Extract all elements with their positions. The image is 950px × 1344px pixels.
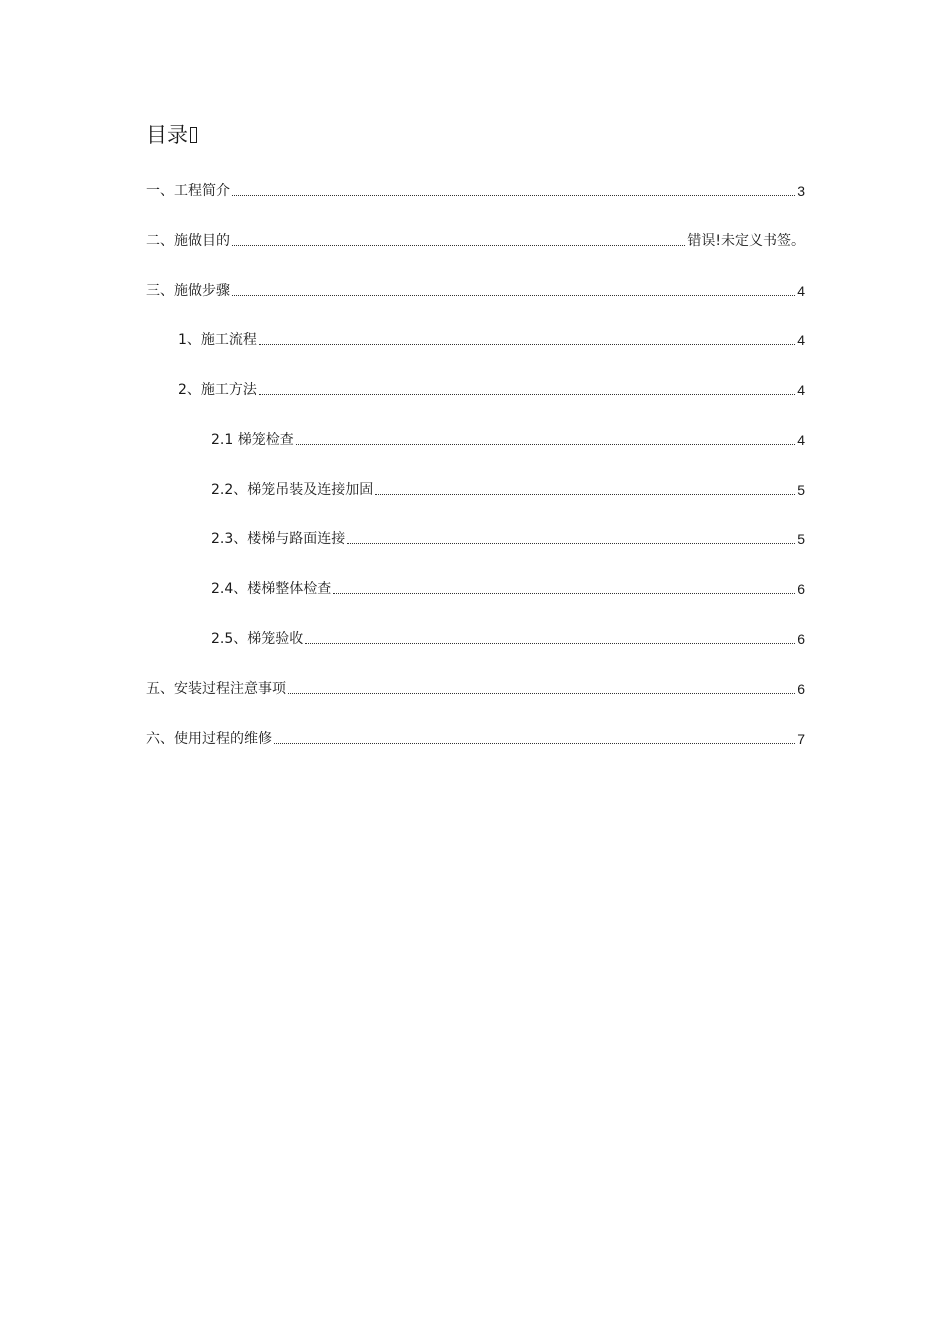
toc-entry-stair-road-connection[interactable] [211,529,805,549]
toc-entry-label: 二、施做目的 [146,233,230,249]
dot-leader [274,743,795,744]
toc-entry-page: 4 [797,432,805,448]
dot-leader [259,344,795,345]
toc-entry-stair-overall-check[interactable] [211,579,805,599]
toc-entry-purpose[interactable] [146,231,805,251]
dot-leader [288,693,795,694]
toc-entry-label: 三、施做步骤 [146,283,230,299]
toc-entry-label: 2、施工方法 [178,382,257,398]
toc-entry-label: 六、使用过程的维修 [146,731,272,747]
toc-entry-label: 1、施工流程 [178,332,257,348]
toc-entry-label: 2.3、楼梯与路面连接 [211,531,346,547]
toc-entry-cage-inspection[interactable] [211,430,805,450]
toc-entry-maintenance[interactable] [146,729,805,749]
toc-entry-label: 2.1 梯笼检查 [211,432,294,448]
dot-leader [375,494,795,495]
toc-entry-installation-notes[interactable] [146,679,805,699]
toc-entry-page: 6 [797,681,805,697]
dot-leader [232,295,795,296]
toc-entry-page: 5 [797,531,805,547]
placeholder-glyph-icon [190,127,197,143]
toc-entry-page: 7 [797,731,805,747]
dot-leader [232,245,685,246]
toc-entry-page: 4 [797,382,805,398]
toc-entry-page: 3 [797,183,805,199]
toc-entry-cage-hoisting[interactable] [211,480,805,500]
toc-entry-page: 4 [797,283,805,299]
toc-entry-project-intro[interactable] [146,181,805,201]
dot-leader [347,543,795,544]
dot-leader [333,593,795,594]
dot-leader [296,444,795,445]
toc-entry-construction-method[interactable] [178,380,805,400]
toc-entry-steps[interactable] [146,281,805,301]
dot-leader [259,394,795,395]
toc-entry-label: 2.4、楼梯整体检查 [211,581,332,597]
toc-title [146,120,197,150]
toc-entry-cage-acceptance[interactable] [211,629,805,649]
dot-leader [305,643,795,644]
toc-entry-label: 2.2、梯笼吊装及连接加固 [211,482,374,498]
toc-entry-label: 一、工程简介 [146,183,230,199]
dot-leader [232,195,795,196]
toc-entry-label: 2.5、梯笼验收 [211,631,304,647]
toc-entry-page: 6 [797,581,805,597]
toc-title-text: 目录 [146,123,188,147]
toc-entry-page: 错误!未定义书签。 [687,233,805,249]
toc-entry-page: 5 [797,482,805,498]
toc-entry-label: 五、安装过程注意事项 [146,681,286,697]
toc-entry-construction-flow[interactable] [178,330,805,350]
toc-entry-page: 4 [797,332,805,348]
toc-entry-page: 6 [797,631,805,647]
